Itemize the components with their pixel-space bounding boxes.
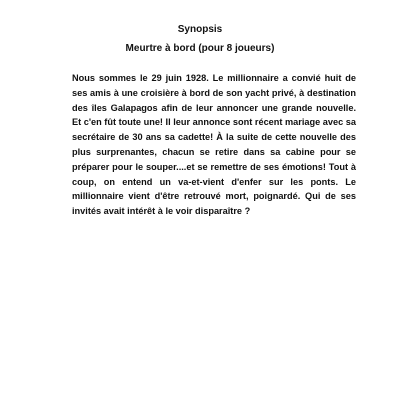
document-subtitle: Meurtre à bord (pour 8 joueurs): [125, 43, 275, 54]
document-title: Synopsis: [177, 24, 223, 35]
synopsis-paragraph: Nous sommes le 29 juin 1928. Le millionnaire a convié huit de ses amis à une croisière à bord de son yacht privé, à destination des îles Galapagos afin de leur annoncer une grande nouvelle. Et c'en fût toute une! Il leur annonce sont récent mariage avec sa secrétaire de 30 ans sa cadette! À la suite de cette nouvelle des plus surprenantes, chacun se retire dans sa cabine pour se préparer pour le souper....et se remettre de ses émotions! Tout à coup, on entend un va-et-vient d'enfer sur les ponts. Le millionnaire vient d'être retrouvé mort, poignardé. Qui de ses invités avait intérêt à le voir disparaître ?: [72, 73, 357, 217]
